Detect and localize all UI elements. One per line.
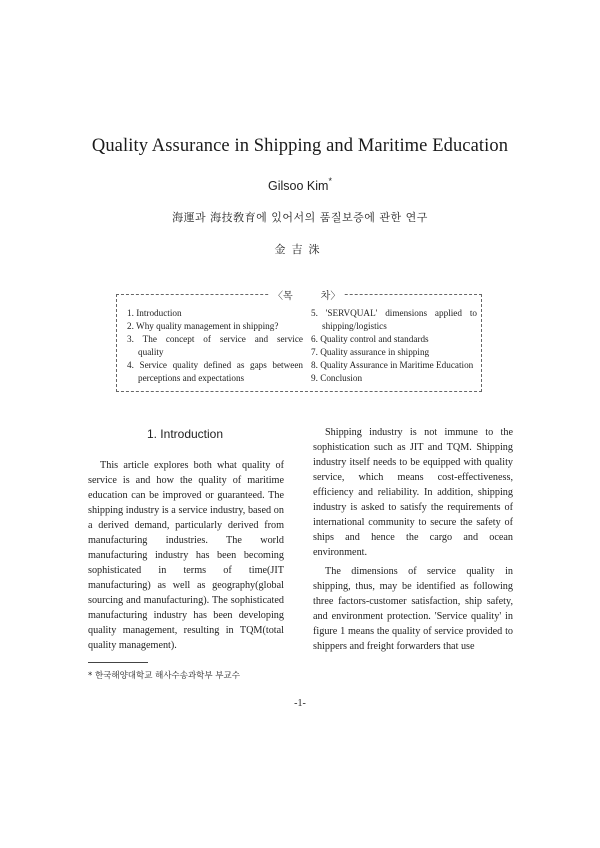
author-text: Gilsoo Kim	[268, 179, 329, 193]
toc-item: 2. Why quality management in shipping?	[127, 321, 279, 331]
author-footnote-mark: *	[328, 176, 332, 186]
toc-item-continuation: perceptions and expectations	[138, 373, 245, 383]
toc-heading	[269, 287, 344, 302]
toc-left-column	[127, 307, 303, 385]
toc-item: 5. 'SERVQUAL' dimensions applied to	[311, 308, 477, 318]
left-column	[88, 458, 284, 653]
toc-item: 7. Quality assurance in shipping	[311, 347, 430, 357]
toc-item-continuation: shipping/logistics	[322, 321, 387, 331]
toc-right-column	[311, 307, 477, 385]
paper-title: Quality Assurance in Shipping and Maritime Education	[91, 136, 509, 156]
toc-item: 3. The concept of service and service	[127, 334, 303, 344]
page-number: -1-	[294, 698, 306, 709]
toc-item-continuation: quality	[138, 347, 164, 357]
footnote: * 한국해양대학교 해사수송과학부 부교수	[88, 671, 240, 681]
body-paragraph: Shipping industry is not immune to the sophistication such as JIT and TQM. Shipping industry itself needs to be equipped with quality service, which means cost-effectiveness, efficiency and reliability. In addition, shipping industry is asked to satisfy the requirements of international community to secure the safety of ships and hence the cargo and ocean environment.	[313, 427, 513, 558]
toc-item: 6. Quality control and standards	[311, 334, 429, 344]
author-name	[0, 176, 600, 193]
body-paragraph: The dimensions of service quality in shipping, thus, may be identified as following three factors-customer satisfaction, ship safety, and environment protection. 'Service quality' in figure 1 means the quality of service provided to shippers and freight forwarders that use	[313, 566, 513, 652]
toc-heading-right: 차〉	[320, 291, 341, 302]
toc-item: 9. Conclusion	[311, 373, 363, 383]
toc-item: 8. Quality Assurance in Maritime Education	[311, 360, 474, 370]
table-of-contents	[116, 291, 482, 392]
toc-heading-left: 〈목	[273, 291, 293, 302]
korean-title: 海運과 海技敎育에 있어서의 품질보증에 관한 연구	[172, 211, 428, 224]
footnote-divider	[88, 662, 148, 663]
introduction-paragraph: This article explores both what quality of service is and how the quality of maritime education can be improved or guaranteed. The shipping industry is a service industry, based on a derived demand, particularly derived from manufacturing industries. The world manufacturing industry has been becoming sophisticated in terms of time(JIT manufacturing) as well as geography(global sourcing and manufacturing). The sophisticated manufacturing industry has been developing quality management, resulting in TQM(total quality management).	[88, 460, 284, 651]
toc-item: 4. Service quality defined as gaps between	[127, 360, 303, 370]
korean-author: 金吉洙	[274, 243, 326, 256]
toc-item: 1. Introduction	[127, 308, 182, 318]
right-column	[313, 425, 513, 654]
section-heading: 1. Introduction	[146, 427, 224, 441]
